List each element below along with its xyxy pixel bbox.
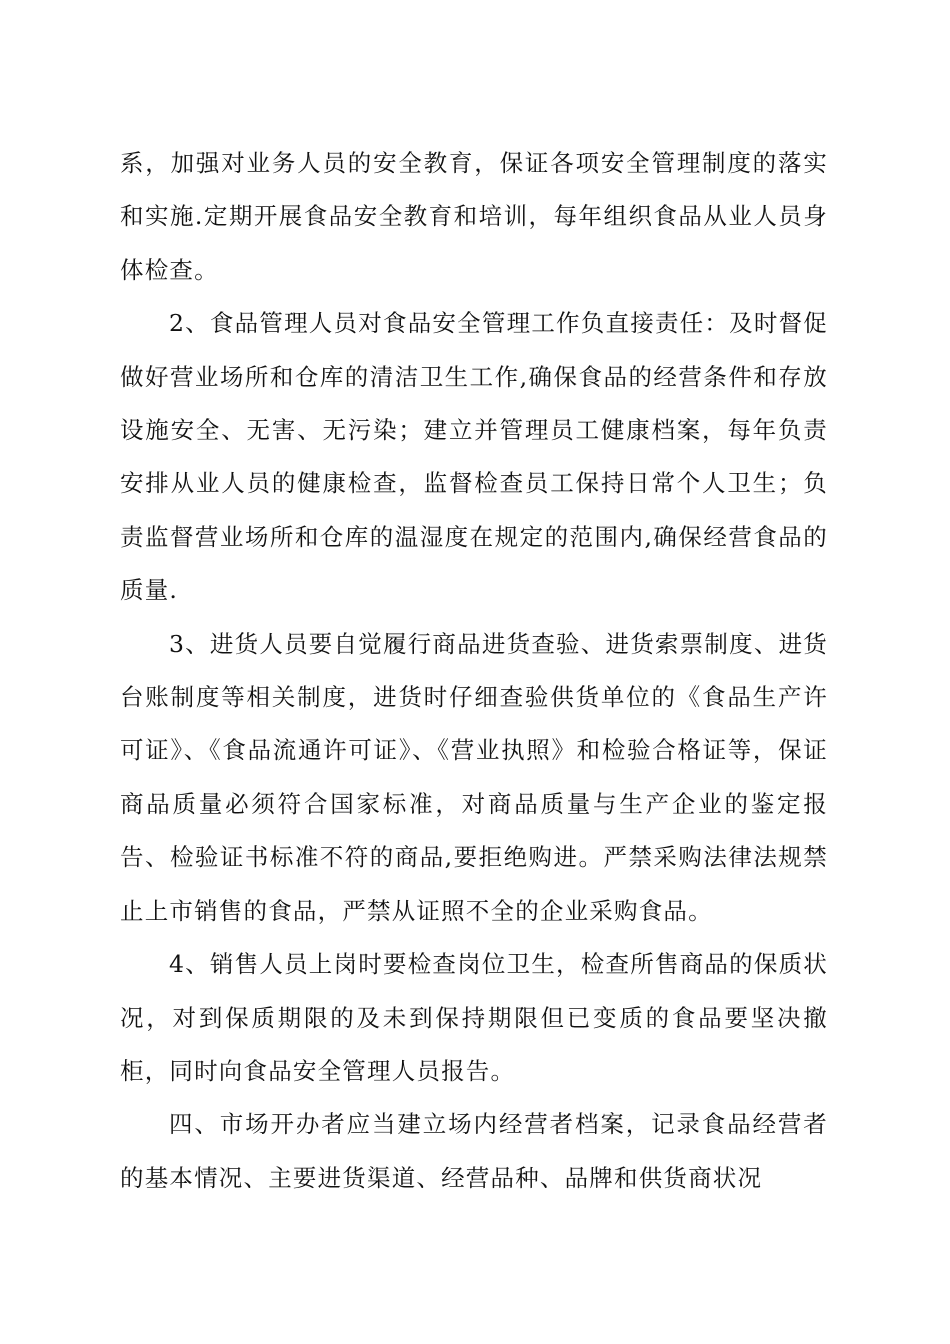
- paragraph-item-3: 3、进货人员要自觉履行商品进货查验、进货索票制度、进货台账制度等相关制度，进货时仔细查验供货单位的《食品生产许可证》、《食品流通许可证》、《营业执照》和检验合格证等，保证商品质量必须符合国家标准，对商品质量与生产企业的鉴定报告、检验证书标准不符的商品,要拒绝购进。严禁采购法律法规禁止上市销售的食品，严禁从证照不全的企业采购食品。: [120, 629, 828, 925]
- paragraph-section-4: 四、市场开办者应当建立场内经营者档案，记录食品经营者的基本情况、主要进货渠道、经营品种、品牌和供货商状况: [120, 1110, 828, 1192]
- paragraph-item-4: 4、销售人员上岗时要检查岗位卫生，检查所售商品的保质状况，对到保质期限的及未到保持期限但已变质的食品要坚决撤柜，同时向食品安全管理人员报告。: [120, 950, 828, 1085]
- paragraph-item-2: 2、食品管理人员对食品安全管理工作负直接责任：及时督促做好营业场所和仓库的清洁卫生工作,确保食品的经营条件和存放设施安全、无害、无污染；建立并管理员工健康档案，每年负责安排从业人员的健康检查，监督检查员工保持日常个人卫生；负责监督营业场所和仓库的温湿度在规定的范围内,确保经营食品的质量.: [120, 309, 828, 605]
- paragraph-continuation: 系，加强对业务人员的安全教育，保证各项安全管理制度的落实和实施.定期开展食品安全教育和培训，每年组织食品从业人员身体检查。: [120, 149, 828, 284]
- document-body: [120, 137, 828, 1205]
